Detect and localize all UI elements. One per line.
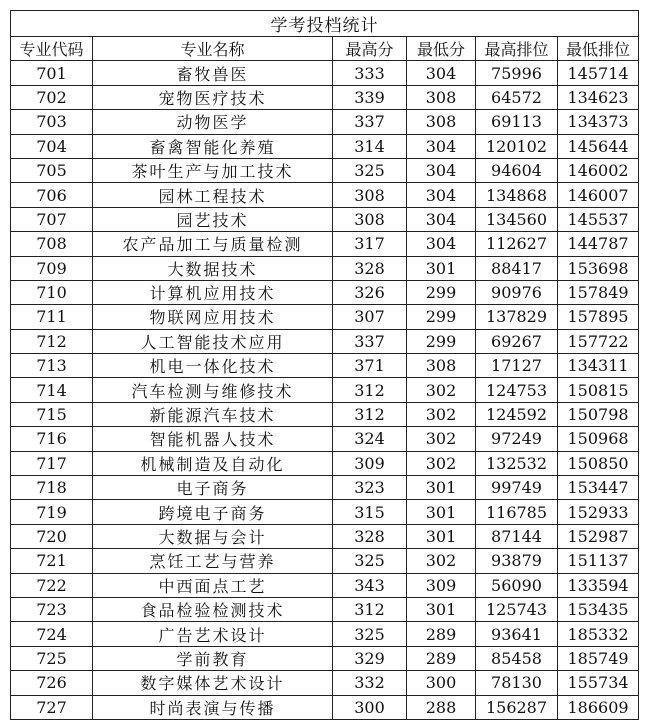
cell-major-code: 715 [11, 402, 93, 426]
cell-highest-score: 339 [333, 85, 407, 109]
cell-lowest-rank: 134373 [558, 110, 639, 134]
cell-lowest-rank: 133594 [558, 573, 639, 597]
cell-major-code: 719 [11, 500, 93, 524]
table-row [11, 646, 639, 670]
cell-major-name: 机械制造及自动化 [93, 451, 333, 475]
cell-highest-rank: 124592 [476, 402, 558, 426]
table-row [11, 549, 639, 573]
cell-major-name: 人工智能技术应用 [93, 329, 333, 353]
cell-highest-rank: 99749 [476, 476, 558, 500]
cell-major-code: 716 [11, 427, 93, 451]
cell-major-name: 大数据技术 [93, 256, 333, 280]
cell-major-name: 园林工程技术 [93, 183, 333, 207]
cell-lowest-rank: 157895 [558, 305, 639, 329]
cell-highest-score: 325 [333, 158, 407, 182]
cell-highest-score: 307 [333, 305, 407, 329]
header-lowest-score: 最低分 [407, 37, 476, 61]
table-row [11, 280, 639, 304]
admission-statistics-table [10, 10, 639, 720]
cell-highest-rank: 87144 [476, 524, 558, 548]
cell-lowest-score: 304 [407, 183, 476, 207]
cell-highest-rank: 17127 [476, 354, 558, 378]
cell-major-code: 722 [11, 573, 93, 597]
cell-major-name: 动物医学 [93, 110, 333, 134]
table-row [11, 354, 639, 378]
cell-lowest-rank: 145537 [558, 207, 639, 231]
cell-lowest-score: 301 [407, 597, 476, 621]
table-row [11, 500, 639, 524]
cell-lowest-score: 301 [407, 500, 476, 524]
cell-highest-score: 315 [333, 500, 407, 524]
cell-lowest-score: 301 [407, 476, 476, 500]
table-row [11, 402, 639, 426]
cell-highest-score: 325 [333, 549, 407, 573]
cell-major-code: 724 [11, 622, 93, 646]
cell-highest-rank: 112627 [476, 232, 558, 256]
cell-major-code: 701 [11, 61, 93, 85]
cell-lowest-score: 304 [407, 158, 476, 182]
table-row [11, 158, 639, 182]
cell-major-name: 电子商务 [93, 476, 333, 500]
cell-lowest-rank: 185332 [558, 622, 639, 646]
cell-lowest-rank: 152987 [558, 524, 639, 548]
cell-lowest-rank: 144787 [558, 232, 639, 256]
table-row [11, 695, 639, 719]
cell-major-code: 718 [11, 476, 93, 500]
cell-highest-score: 371 [333, 354, 407, 378]
cell-major-code: 720 [11, 524, 93, 548]
cell-highest-score: 323 [333, 476, 407, 500]
table-title: 学考投档统计 [11, 11, 639, 37]
cell-major-code: 702 [11, 85, 93, 109]
cell-highest-rank: 156287 [476, 695, 558, 719]
cell-lowest-score: 309 [407, 573, 476, 597]
cell-lowest-rank: 151137 [558, 549, 639, 573]
cell-major-code: 726 [11, 671, 93, 695]
cell-lowest-score: 300 [407, 671, 476, 695]
cell-lowest-score: 299 [407, 329, 476, 353]
cell-major-name: 智能机器人技术 [93, 427, 333, 451]
cell-lowest-rank: 157722 [558, 329, 639, 353]
header-lowest-rank: 最低排位 [558, 37, 639, 61]
cell-major-code: 725 [11, 646, 93, 670]
cell-highest-score: 328 [333, 256, 407, 280]
title-row [11, 11, 639, 37]
table-row [11, 573, 639, 597]
cell-highest-score: 314 [333, 134, 407, 158]
cell-major-name: 园艺技术 [93, 207, 333, 231]
cell-major-code: 717 [11, 451, 93, 475]
table-row [11, 110, 639, 134]
cell-lowest-score: 301 [407, 256, 476, 280]
cell-major-code: 712 [11, 329, 93, 353]
cell-highest-rank: 125743 [476, 597, 558, 621]
cell-highest-score: 337 [333, 110, 407, 134]
cell-highest-rank: 93641 [476, 622, 558, 646]
table-row [11, 305, 639, 329]
cell-highest-score: 332 [333, 671, 407, 695]
cell-major-name: 时尚表演与传播 [93, 695, 333, 719]
cell-lowest-score: 301 [407, 524, 476, 548]
cell-lowest-rank: 153435 [558, 597, 639, 621]
cell-highest-rank: 124753 [476, 378, 558, 402]
cell-lowest-rank: 150850 [558, 451, 639, 475]
cell-major-name: 广告艺术设计 [93, 622, 333, 646]
cell-lowest-score: 308 [407, 110, 476, 134]
table-row [11, 183, 639, 207]
cell-highest-score: 325 [333, 622, 407, 646]
cell-lowest-score: 302 [407, 402, 476, 426]
table-row [11, 597, 639, 621]
cell-lowest-rank: 145644 [558, 134, 639, 158]
cell-lowest-rank: 157849 [558, 280, 639, 304]
cell-lowest-rank: 186609 [558, 695, 639, 719]
cell-lowest-score: 299 [407, 305, 476, 329]
cell-major-code: 714 [11, 378, 93, 402]
cell-lowest-rank: 185749 [558, 646, 639, 670]
cell-lowest-rank: 155734 [558, 671, 639, 695]
table-row [11, 207, 639, 231]
cell-highest-score: 333 [333, 61, 407, 85]
table-row [11, 256, 639, 280]
cell-major-code: 727 [11, 695, 93, 719]
table-row [11, 85, 639, 109]
cell-highest-score: 300 [333, 695, 407, 719]
cell-major-code: 710 [11, 280, 93, 304]
cell-highest-score: 337 [333, 329, 407, 353]
cell-major-name: 学前教育 [93, 646, 333, 670]
cell-highest-score: 329 [333, 646, 407, 670]
cell-major-name: 食品检验检测技术 [93, 597, 333, 621]
cell-lowest-rank: 146007 [558, 183, 639, 207]
cell-major-name: 茶叶生产与加工技术 [93, 158, 333, 182]
cell-major-name: 农产品加工与质量检测 [93, 232, 333, 256]
cell-major-code: 711 [11, 305, 93, 329]
cell-lowest-score: 304 [407, 134, 476, 158]
cell-highest-rank: 134868 [476, 183, 558, 207]
cell-lowest-score: 289 [407, 646, 476, 670]
cell-lowest-rank: 150815 [558, 378, 639, 402]
cell-lowest-score: 308 [407, 354, 476, 378]
cell-lowest-score: 308 [407, 85, 476, 109]
cell-lowest-rank: 150968 [558, 427, 639, 451]
cell-lowest-score: 288 [407, 695, 476, 719]
cell-highest-rank: 64572 [476, 85, 558, 109]
cell-highest-rank: 85458 [476, 646, 558, 670]
cell-major-code: 713 [11, 354, 93, 378]
cell-highest-score: 324 [333, 427, 407, 451]
cell-highest-rank: 97249 [476, 427, 558, 451]
cell-highest-rank: 93879 [476, 549, 558, 573]
cell-lowest-rank: 134623 [558, 85, 639, 109]
cell-lowest-rank: 153698 [558, 256, 639, 280]
table-body [11, 61, 639, 720]
cell-lowest-rank: 150798 [558, 402, 639, 426]
table-row [11, 476, 639, 500]
cell-lowest-rank: 146002 [558, 158, 639, 182]
cell-highest-rank: 132532 [476, 451, 558, 475]
cell-highest-score: 343 [333, 573, 407, 597]
cell-major-name: 跨境电子商务 [93, 500, 333, 524]
cell-lowest-rank: 134311 [558, 354, 639, 378]
cell-lowest-score: 302 [407, 427, 476, 451]
cell-lowest-score: 304 [407, 207, 476, 231]
table-row [11, 232, 639, 256]
cell-highest-score: 312 [333, 597, 407, 621]
table-row [11, 329, 639, 353]
cell-highest-score: 317 [333, 232, 407, 256]
cell-highest-rank: 78130 [476, 671, 558, 695]
table-row [11, 427, 639, 451]
cell-highest-rank: 69267 [476, 329, 558, 353]
cell-highest-rank: 90976 [476, 280, 558, 304]
table-row [11, 378, 639, 402]
cell-major-name: 新能源汽车技术 [93, 402, 333, 426]
cell-highest-score: 308 [333, 207, 407, 231]
cell-major-name: 计算机应用技术 [93, 280, 333, 304]
header-highest-score: 最高分 [333, 37, 407, 61]
cell-highest-rank: 137829 [476, 305, 558, 329]
cell-highest-score: 309 [333, 451, 407, 475]
cell-highest-score: 308 [333, 183, 407, 207]
cell-lowest-score: 304 [407, 232, 476, 256]
cell-lowest-score: 299 [407, 280, 476, 304]
cell-major-code: 709 [11, 256, 93, 280]
cell-major-name: 机电一体化技术 [93, 354, 333, 378]
cell-lowest-score: 302 [407, 378, 476, 402]
cell-major-name: 宠物医疗技术 [93, 85, 333, 109]
table-row [11, 451, 639, 475]
cell-highest-rank: 134560 [476, 207, 558, 231]
cell-highest-rank: 120102 [476, 134, 558, 158]
cell-highest-score: 312 [333, 402, 407, 426]
header-major-name: 专业名称 [93, 37, 333, 61]
cell-major-name: 中西面点工艺 [93, 573, 333, 597]
cell-major-code: 708 [11, 232, 93, 256]
cell-major-name: 烹饪工艺与营养 [93, 549, 333, 573]
cell-highest-score: 326 [333, 280, 407, 304]
cell-major-name: 畜禽智能化养殖 [93, 134, 333, 158]
cell-major-code: 704 [11, 134, 93, 158]
table-row [11, 524, 639, 548]
table-row [11, 61, 639, 85]
cell-lowest-rank: 152933 [558, 500, 639, 524]
cell-highest-score: 312 [333, 378, 407, 402]
cell-major-code: 706 [11, 183, 93, 207]
cell-lowest-rank: 145714 [558, 61, 639, 85]
table-row [11, 134, 639, 158]
cell-lowest-score: 302 [407, 549, 476, 573]
cell-highest-score: 328 [333, 524, 407, 548]
cell-lowest-score: 302 [407, 451, 476, 475]
header-row [11, 37, 639, 61]
cell-major-name: 汽车检测与维修技术 [93, 378, 333, 402]
cell-major-code: 703 [11, 110, 93, 134]
cell-major-code: 707 [11, 207, 93, 231]
cell-highest-rank: 69113 [476, 110, 558, 134]
cell-highest-rank: 75996 [476, 61, 558, 85]
cell-lowest-score: 289 [407, 622, 476, 646]
cell-highest-rank: 116785 [476, 500, 558, 524]
header-major-code: 专业代码 [11, 37, 93, 61]
table-row [11, 671, 639, 695]
cell-major-name: 数字媒体艺术设计 [93, 671, 333, 695]
table-row [11, 622, 639, 646]
cell-major-code: 705 [11, 158, 93, 182]
cell-major-code: 721 [11, 549, 93, 573]
cell-highest-rank: 94604 [476, 158, 558, 182]
cell-highest-rank: 56090 [476, 573, 558, 597]
cell-major-name: 物联网应用技术 [93, 305, 333, 329]
cell-highest-rank: 88417 [476, 256, 558, 280]
cell-lowest-rank: 153447 [558, 476, 639, 500]
cell-lowest-score: 304 [407, 61, 476, 85]
header-highest-rank: 最高排位 [476, 37, 558, 61]
cell-major-name: 大数据与会计 [93, 524, 333, 548]
cell-major-code: 723 [11, 597, 93, 621]
cell-major-name: 畜牧兽医 [93, 61, 333, 85]
